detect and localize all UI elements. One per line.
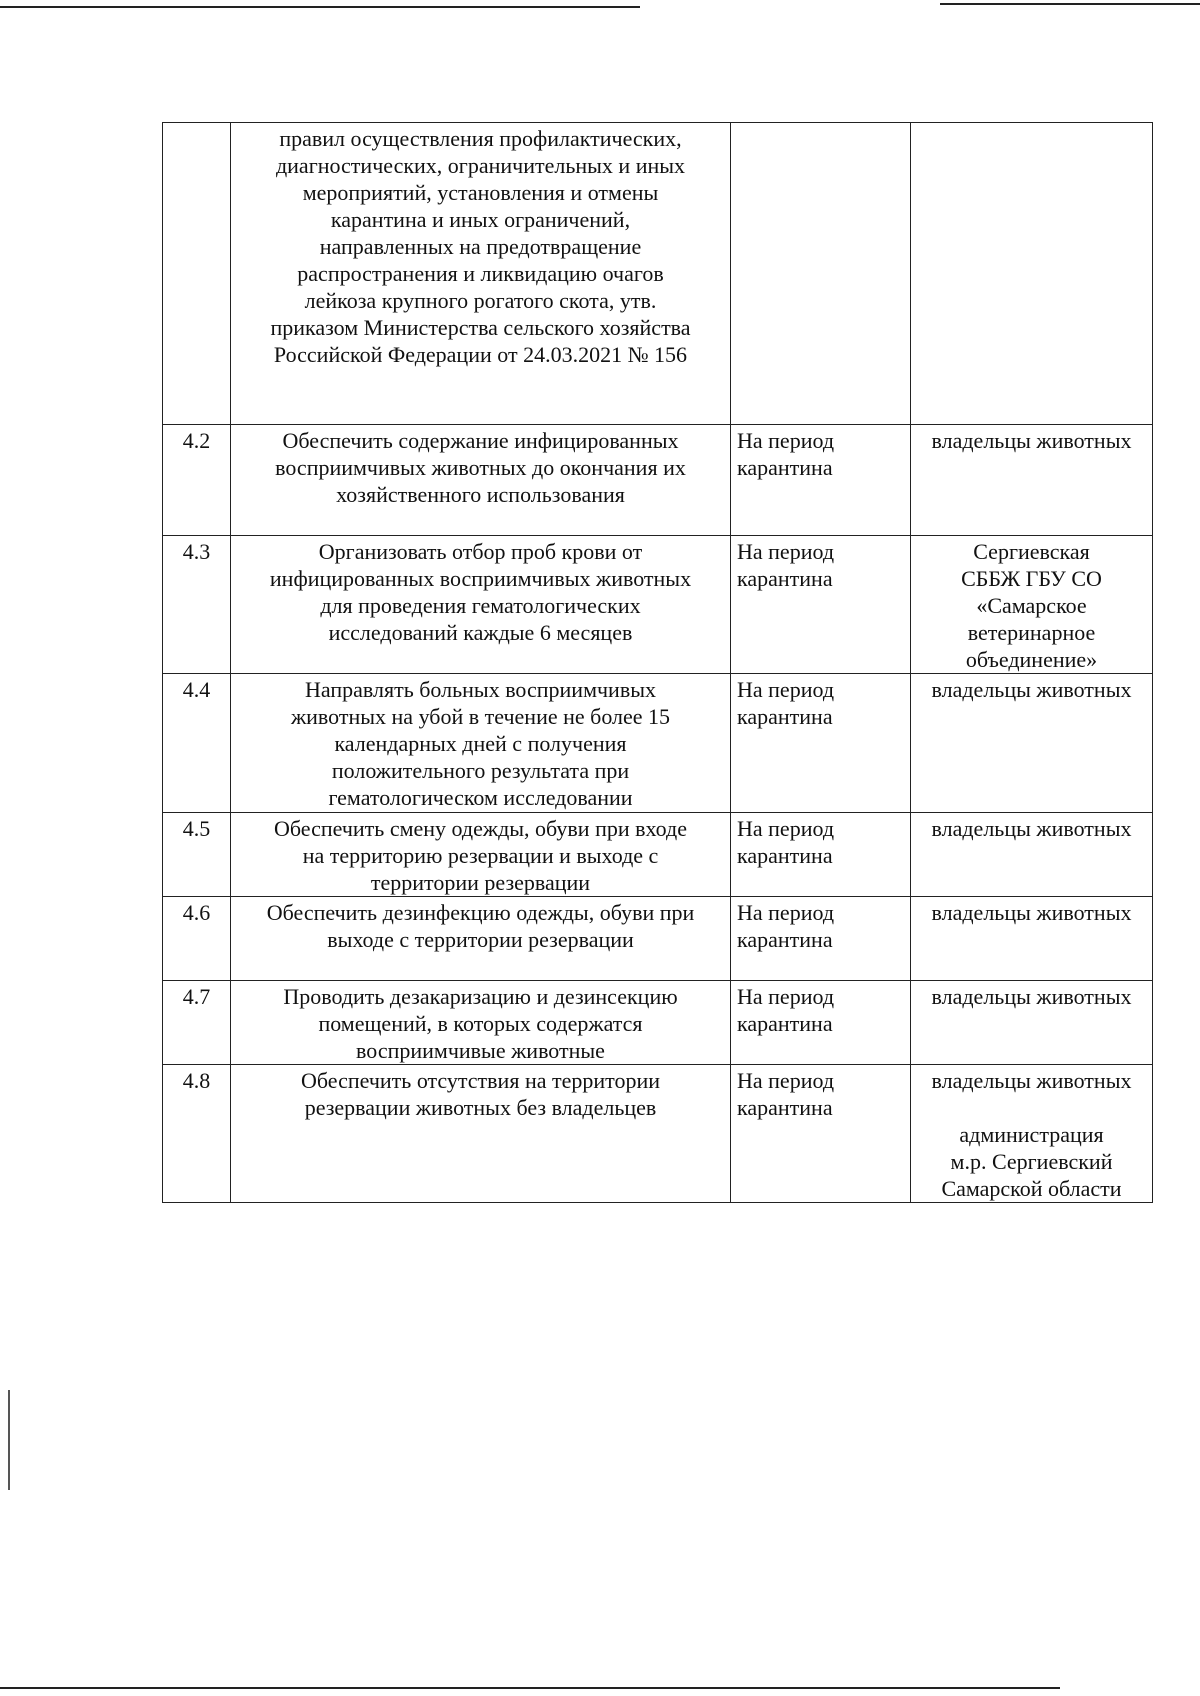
row-responsible: владельцы животных [911, 813, 1153, 897]
row-number: 4.3 [163, 536, 231, 674]
row-action: Проводить дезакаризацию и дезинсекцию помещений, в которых содержатся восприимчивые животные [231, 981, 731, 1065]
scan-bottom-line [0, 1687, 1060, 1689]
table-row [163, 981, 1153, 1065]
row-responsible: Сергиевская СББЖ ГБУ СО «Самарское ветеринарное объединение» [911, 536, 1153, 674]
row-number: 4.6 [163, 897, 231, 981]
table-row [163, 1065, 1153, 1203]
row-responsible: владельцы животных [911, 674, 1153, 813]
row-action: правил осуществления профилактических, диагностических, ограничительных и иных мероприятий, установления и отмены карантина и иных ограничений, направленных на предотвращение распространения и ликвидацию очагов лейкоза крупного рогатого скота, утв. приказом Министерства сельского хозяйства Российской Федерации от 24.03.2021 № 156 [231, 123, 731, 425]
row-term: На период карантина [731, 674, 911, 813]
row-responsible [911, 123, 1153, 425]
scan-top-line [0, 6, 640, 8]
row-term: На период карантина [731, 813, 911, 897]
row-term: На период карантина [731, 897, 911, 981]
row-number: 4.7 [163, 981, 231, 1065]
table-row [163, 813, 1153, 897]
measures-table [162, 122, 1153, 1203]
table-row [163, 123, 1153, 425]
scan-top-line-right [940, 3, 1200, 5]
table-row [163, 897, 1153, 981]
row-action: Обеспечить дезинфекцию одежды, обуви при выходе с территории резервации [231, 897, 731, 981]
row-term: На период карантина [731, 1065, 911, 1203]
row-number: 4.2 [163, 425, 231, 536]
row-responsible: владельцы животных администрация м.р. Сергиевский Самарской области [911, 1065, 1153, 1203]
row-action: Обеспечить смену одежды, обуви при входе на территорию резервации и выходе с территории резервации [231, 813, 731, 897]
row-number [163, 123, 231, 425]
row-term [731, 123, 911, 425]
row-responsible: владельцы животных [911, 981, 1153, 1065]
row-term: На период карантина [731, 425, 911, 536]
row-number: 4.5 [163, 813, 231, 897]
row-action: Обеспечить содержание инфицированных восприимчивых животных до окончания их хозяйственного использования [231, 425, 731, 536]
row-term: На период карантина [731, 981, 911, 1065]
row-action: Направлять больных восприимчивых животных на убой в течение не более 15 календарных дней с получения положительного результата при гематологическом исследовании [231, 674, 731, 813]
table-row [163, 674, 1153, 813]
row-number: 4.8 [163, 1065, 231, 1203]
row-number: 4.4 [163, 674, 231, 813]
row-responsible: владельцы животных [911, 425, 1153, 536]
row-term: На период карантина [731, 536, 911, 674]
table-row [163, 425, 1153, 536]
row-responsible: владельцы животных [911, 897, 1153, 981]
table-row [163, 536, 1153, 674]
row-action: Обеспечить отсутствия на территории резервации животных без владельцев [231, 1065, 731, 1203]
row-action: Организовать отбор проб крови от инфицированных восприимчивых животных для проведения гематологических исследований каждые 6 месяцев [231, 536, 731, 674]
scan-left-mark [8, 1390, 10, 1490]
